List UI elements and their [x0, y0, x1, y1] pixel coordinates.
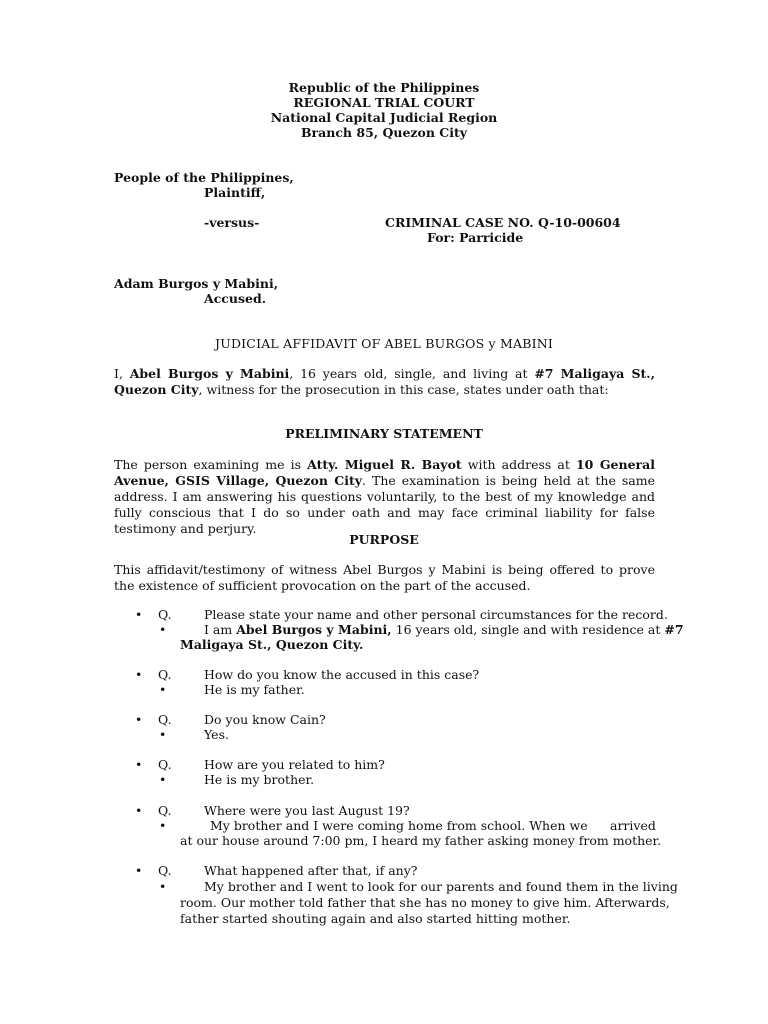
- header-republic: Republic of the Philippines: [288, 80, 480, 95]
- preliminary-paragraph: [114, 457, 655, 537]
- intro-text-2: , 16 years old, single, and living at: [289, 366, 535, 381]
- a1-address-2: Maligaya St., Quezon City.: [180, 637, 364, 652]
- q5-label: Q.: [158, 803, 172, 818]
- a6-bullet: •: [159, 879, 167, 894]
- a5-line2: at our house around 7:00 pm, I heard my father asking money from mother.: [180, 833, 662, 848]
- examiner-name: Atty. Miguel R. Bayot: [307, 457, 462, 472]
- a1-bullet: •: [159, 622, 167, 637]
- q2-bullet: •: [135, 667, 143, 682]
- plaintiff-name: People of the Philippines,: [114, 170, 294, 185]
- q2-label: Q.: [158, 667, 172, 682]
- intro-address: #7 Maligaya St., Quezon City: [114, 366, 656, 397]
- q5-text: Where were you last August 19?: [204, 803, 410, 818]
- header-branch: Branch 85, Quezon City: [300, 125, 468, 140]
- preliminary-text-1: The person examining me is: [114, 457, 308, 472]
- a2-text: He is my father.: [204, 682, 305, 697]
- a1-address-1: #7: [664, 622, 684, 637]
- purpose-heading: PURPOSE: [349, 532, 419, 547]
- a1-line1: [204, 622, 684, 637]
- a5-bullet: •: [159, 818, 167, 833]
- intro-paragraph: [114, 366, 655, 398]
- a2-bullet: •: [159, 682, 167, 697]
- a3-text: Yes.: [204, 727, 229, 742]
- a1-text-2: 16 years old, single and with residence at: [391, 622, 665, 637]
- q4-bullet: •: [135, 757, 143, 772]
- q4-text: How are you related to him?: [204, 757, 385, 772]
- q3-label: Q.: [158, 712, 172, 727]
- a1-witness-name: Abel Burgos y Mabini,: [236, 622, 392, 637]
- intro-witness-name: Abel Burgos y Mabini: [129, 366, 290, 381]
- q3-text: Do you know Cain?: [204, 712, 326, 727]
- preliminary-text-2: with address at: [461, 457, 576, 472]
- versus-label: -versus-: [204, 215, 260, 230]
- case-number: CRIMINAL CASE NO. Q-10-00604: [385, 215, 621, 230]
- plaintiff-role: Plaintiff,: [204, 185, 266, 200]
- q3-bullet: •: [135, 712, 143, 727]
- examiner-address: 10 General Avenue, GSIS Village, Quezon City: [114, 457, 655, 488]
- a6-line3: father started shouting again and also started hitting mother.: [180, 911, 571, 926]
- preliminary-text-3: . The examination is being held at the same address. I am answering his questions voluntarily, to the best of my knowledge and fully conscious that I do so under oath and may face criminal liability for false testimony and perjury.: [114, 473, 655, 536]
- a3-bullet: •: [159, 727, 167, 742]
- intro-text-3: , witness for the prosecution in this case, states under oath that:: [198, 382, 609, 397]
- a5-line1b: arrived: [610, 818, 656, 833]
- a6-line2: room. Our mother told father that she has no money to give him. Afterwards,: [180, 895, 670, 910]
- q6-bullet: •: [135, 863, 143, 878]
- q2-text: How do you know the accused in this case?: [204, 667, 480, 682]
- q4-label: Q.: [158, 757, 172, 772]
- a4-text: He is my brother.: [204, 772, 315, 787]
- q5-bullet: •: [135, 803, 143, 818]
- affidavit-title: JUDICIAL AFFIDAVIT OF ABEL BURGOS y MABINI: [215, 336, 553, 351]
- a6-line1: My brother and I went to look for our parents and found them in the living: [204, 879, 678, 894]
- a1-text-1: I am: [204, 622, 237, 637]
- q6-label: Q.: [158, 863, 172, 878]
- q1-label: Q.: [158, 607, 172, 622]
- a4-bullet: •: [159, 772, 167, 787]
- accused-name: Adam Burgos y Mabini,: [114, 276, 279, 291]
- header-court: REGIONAL TRIAL COURT: [293, 95, 475, 110]
- a5-line1a: My brother and I were coming home from school. When we: [210, 818, 588, 833]
- intro-text-1: I,: [114, 366, 130, 381]
- q1-text: Please state your name and other personal circumstances for the record.: [204, 607, 668, 622]
- offense-label: For: Parricide: [427, 230, 524, 245]
- q1-bullet: •: [135, 607, 143, 622]
- purpose-paragraph: This affidavit/testimony of witness Abel Burgos y Mabini is being offered to prove the existence of sufficient provocation on the part of the accused.: [114, 562, 655, 593]
- header-region: National Capital Judicial Region: [270, 110, 498, 125]
- accused-role: Accused.: [204, 291, 267, 306]
- q6-text: What happened after that, if any?: [204, 863, 418, 878]
- preliminary-heading: PRELIMINARY STATEMENT: [285, 426, 483, 441]
